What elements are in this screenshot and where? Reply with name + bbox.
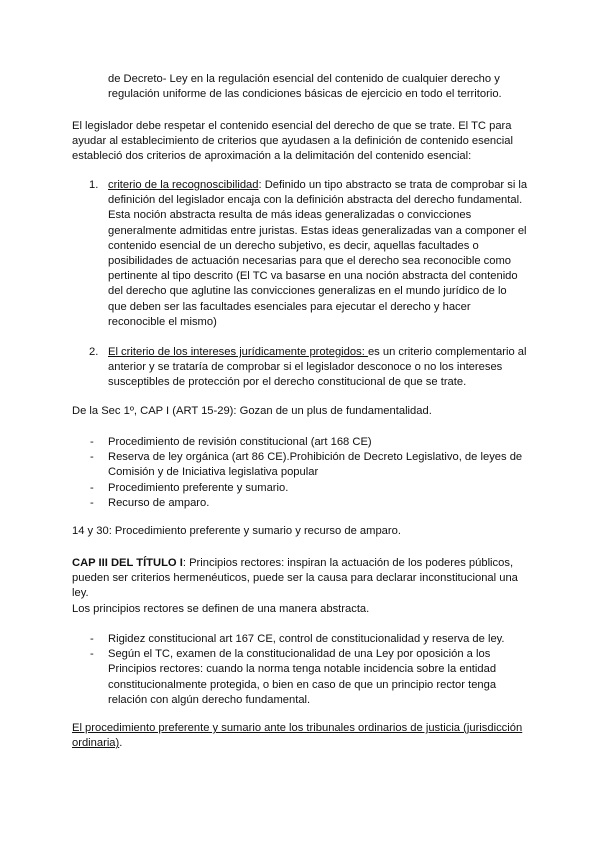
procedimiento-period: .	[119, 737, 123, 750]
criterio-item	[72, 345, 528, 391]
list-item	[72, 496, 528, 511]
dash-bullet: -	[90, 648, 94, 661]
list-item	[72, 481, 528, 496]
list-item	[72, 632, 528, 647]
dash-bullet: -	[90, 633, 94, 645]
dash-bullet: -	[90, 451, 94, 464]
list-item	[72, 647, 528, 708]
procedimiento-heading-paragraph	[72, 721, 532, 751]
criterio-term: El criterio de los intereses jurídicamente protegidos:	[108, 346, 368, 359]
list-item-text: Recurso de amparo.	[108, 496, 210, 509]
sec1-list	[72, 435, 528, 511]
cap3-heading: CAP III DEL TÍTULO I	[72, 557, 183, 569]
cap3-list	[72, 632, 528, 708]
dash-bullet: -	[90, 481, 94, 494]
legislador-paragraph: El legislador debe respetar el contenido esencial del derecho de que se trate. El TC para ayudar al establecimiento de criterios que ayudasen a la definición de contenido esencial estableció dos criterios de aproximación a la delimitación del contenido esencial:	[72, 120, 513, 163]
list-item-text: Procedimiento de revisión constitucional (art 168 CE)	[108, 436, 372, 448]
dash-bullet: -	[90, 436, 94, 448]
list-item-text: Reserva de ley orgánica (art 86 CE).Prohibición de Decreto Legislativo, de leyes de Comisión y de Iniciativa legislativa popular	[108, 451, 523, 479]
list-item-text: Procedimiento preferente y sumario.	[108, 481, 289, 494]
cap3-text: : Principios rectores: inspiran la actuación de los poderes públicos, pueden ser criterios hermenéuticos, puede ser la causa para declarar inconstitucional una ley.	[72, 557, 518, 600]
dash-bullet: -	[90, 496, 94, 509]
list-item-text: Rigidez constitucional art 167 CE, control de constitucionalidad y reserva de ley.	[108, 633, 505, 645]
list-number: 1.	[89, 179, 99, 191]
criterio-term: criterio de la recognoscibilidad	[108, 179, 259, 191]
principios-paragraph: Los principios rectores se definen de una manera abstracta.	[72, 603, 370, 615]
list-number: 2.	[89, 346, 99, 359]
cap3-paragraph	[72, 556, 532, 602]
art14-paragraph: 14 y 30: Procedimiento preferente y sumario y recurso de amparo.	[72, 525, 401, 537]
list-item	[72, 450, 528, 480]
criterio-text: : Definido un tipo abstracto se trata de comprobar si la definición del legislador encaja con la definición abstracta del derecho fundamental. Esta noción abstracta resulta de más ideas generalizadas o convicciones generalmente admitidas entre juristas. Estas ideas generalizadas van a componer el contenido esencial de un derecho subjetivo, es decir, aquellas facultades o posibilidades de actuación necesarias para que el derecho sea reconocible como pertinente al tipo descrito (El TC va basarse en una noción abstracta del contenido del derecho que aglutine las convicciones generalizas en el mundo jurídico de lo que deben ser las facultades esenciales para ejecutar el derecho y hacer reconocible el mismo)	[108, 179, 528, 328]
procedimiento-heading: El procedimiento preferente y sumario ante los tribunales ordinarios de justicia (jurisdicción ordinaria)	[72, 722, 523, 750]
list-item	[72, 435, 528, 450]
criterios-list	[72, 178, 528, 391]
list-item-text: Según el TC, examen de la constitucionalidad de una Ley por oposición a los Principios rectores: cuando la norma tenga notable incidencia sobre la entidad constitucionalmente protegida, o bien en caso de que un principio rector tenga relación con algún derecho fundamental.	[108, 648, 497, 706]
criterio-text: es un criterio complementario al anterior y se trataría de comprobar si el legislador desconoce o no los intereses susceptibles de protección por el derecho constitucional de que se trate.	[108, 346, 527, 389]
continuation-paragraph: de Decreto- Ley en la regulación esencial del contenido de cualquier derecho y regulación uniforme de las condiciones básicas de ejercicio en todo el territorio.	[108, 73, 502, 101]
criterio-item	[72, 178, 528, 330]
sec1-paragraph: De la Sec 1º, CAP I (ART 15-29): Gozan de un plus de fundamentalidad.	[72, 405, 432, 417]
